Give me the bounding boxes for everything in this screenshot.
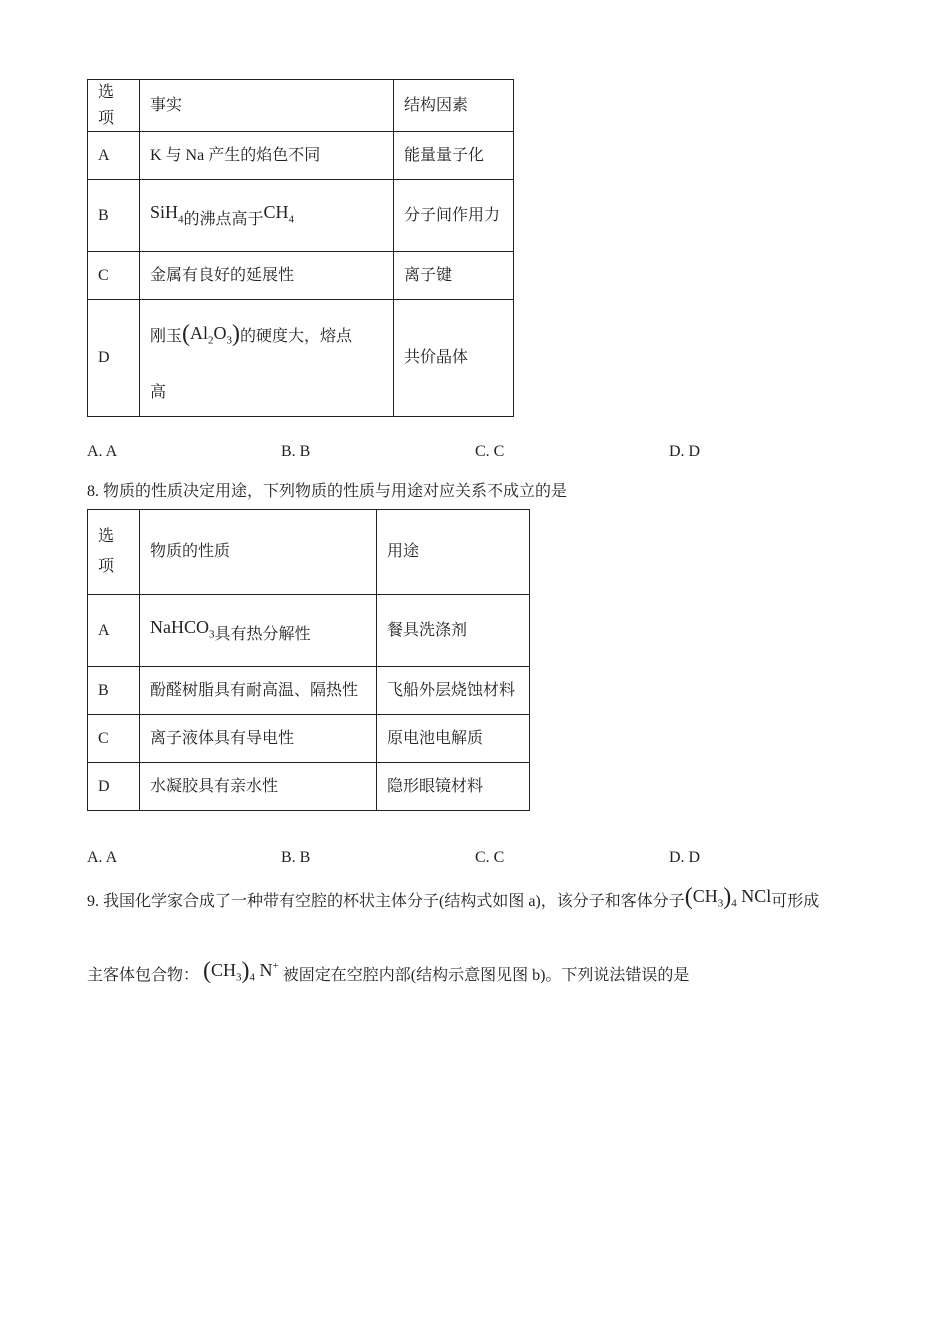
formula-sih4: SiH$_4$	[150, 202, 184, 226]
row-option: D	[88, 300, 140, 417]
choice-a: A. A	[87, 443, 118, 460]
choice-d: D. D	[669, 849, 701, 866]
choices-q8	[87, 849, 887, 873]
header-fact: 事实	[140, 80, 394, 132]
formula-al2o3: $(Al_2O_3)$	[182, 321, 241, 348]
row-fact: 金属有良好的延展性	[140, 252, 394, 300]
choice-c: C. C	[475, 849, 505, 866]
row-property: 离子液体具有导电性	[140, 715, 377, 763]
row-factor: 共价晶体	[394, 300, 514, 417]
formula-nahco3: NaHCO$_3$	[150, 617, 215, 641]
row-use: 隐形眼镜材料	[377, 763, 530, 811]
row-use: 原电池电解质	[377, 715, 530, 763]
table-row	[88, 510, 530, 595]
header-use: 用途	[377, 510, 530, 595]
table-row	[88, 667, 530, 715]
row-option: D	[88, 763, 140, 811]
row-fact: K 与 Na 产生的焰色不同	[140, 132, 394, 180]
formula-ch4: $CH_4$	[263, 202, 295, 226]
row-option: C	[88, 715, 140, 763]
header-option: 选项	[88, 80, 140, 132]
row-property: 酚醛树脂具有耐高温、隔热性	[140, 667, 377, 715]
table-row	[88, 132, 514, 180]
row-option: B	[88, 667, 140, 715]
row-factor: 分子间作用力	[394, 180, 514, 252]
header-option: 选 项	[88, 510, 140, 595]
row-fact: SiH$_4$的沸点高于$CH_4$	[140, 180, 394, 252]
row-use: 餐具洗涤剂	[377, 595, 530, 667]
question-8-stem: 8. 物质的性质决定用途，下列物质的性质与用途对应关系不成立的是	[87, 483, 568, 500]
choice-d: D. D	[669, 443, 701, 460]
table-row	[88, 715, 530, 763]
table-q7	[87, 79, 514, 417]
row-option: A	[88, 132, 140, 180]
choice-b: B. B	[281, 849, 311, 866]
header-property: 物质的性质	[140, 510, 377, 595]
question-9-line2: 主客体包合物： $(CH_3)_4$ N+ 被固定在空腔内部(结构示意图见图 b)。下列说法错误的是	[87, 958, 690, 984]
table-row	[88, 252, 514, 300]
row-property: 水凝胶具有亲水性	[140, 763, 377, 811]
formula-ch3-4-ncl: $(CH_3)_4$ NCl	[684, 884, 772, 910]
table-row	[88, 595, 530, 667]
choice-b: B. B	[281, 443, 311, 460]
row-factor: 离子键	[394, 252, 514, 300]
row-factor: 能量量子化	[394, 132, 514, 180]
table-row	[88, 763, 530, 811]
choice-a: A. A	[87, 849, 118, 866]
header-factor: 结构因素	[394, 80, 514, 132]
formula-ch3-4-n-plus: $(CH_3)_4$ N+	[203, 958, 279, 984]
row-option: B	[88, 180, 140, 252]
row-property: NaHCO$_3$具有热分解性	[140, 595, 377, 667]
question-9-line1: 9. 我国化学家合成了一种带有空腔的杯状主体分子(结构式如图 a)，该分子和客体分子$(CH_3)_4$ NCl可形成	[87, 884, 820, 910]
row-use: 飞船外层烧蚀材料	[377, 667, 530, 715]
table-row	[88, 180, 514, 252]
table-row	[88, 300, 514, 417]
choice-c: C. C	[475, 443, 505, 460]
row-fact: 刚玉$(Al_2O_3)$的硬度大，熔点 高	[140, 300, 394, 417]
choices-q7	[87, 443, 887, 467]
table-q8	[87, 509, 530, 811]
table-row	[88, 80, 514, 132]
row-option: A	[88, 595, 140, 667]
row-option: C	[88, 252, 140, 300]
